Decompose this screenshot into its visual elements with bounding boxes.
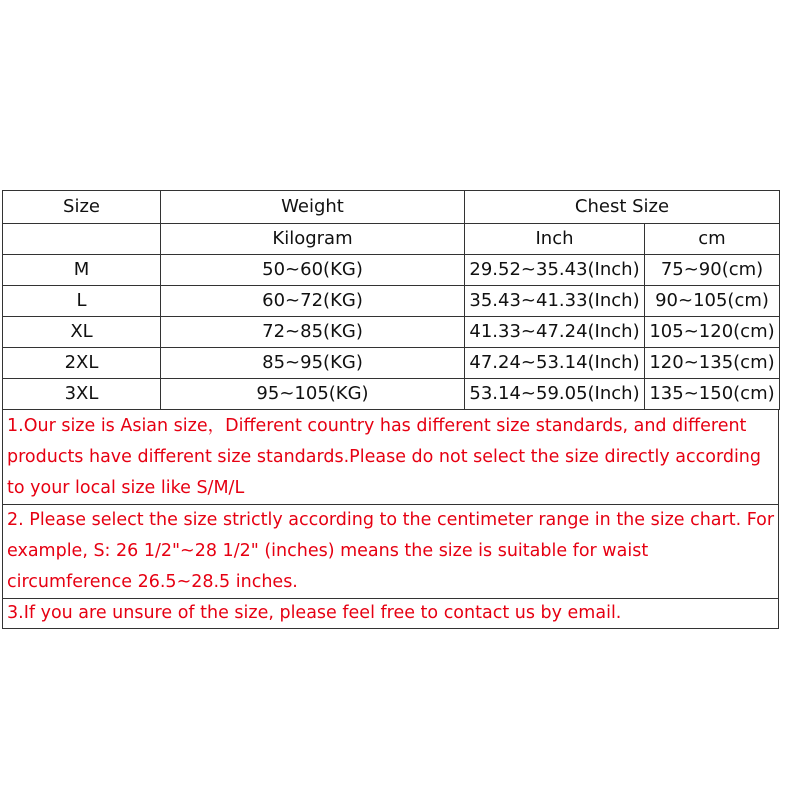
header-weight: Weight — [161, 191, 465, 224]
header-size: Size — [3, 191, 161, 224]
subheader-weight-unit: Kilogram — [161, 224, 465, 255]
note-asian-size: 1.Our size is Asian size，Different country has different size standards, and different products have different size standards.Please do not select the size directly according to your local size like S/M/L — [7, 416, 762, 498]
chest-cm-cell: 90~105(cm) — [645, 286, 780, 317]
header-chest-size: Chest Size — [465, 191, 780, 224]
chest-inch-cell: 29.52~35.43(Inch) — [465, 255, 645, 286]
subheader-cm: cm — [645, 224, 780, 255]
size-notes — [2, 410, 779, 629]
chest-inch-cell: 47.24~53.14(Inch) — [465, 348, 645, 379]
size-cell: 2XL — [3, 348, 161, 379]
size-table — [2, 190, 780, 410]
size-chart — [2, 190, 779, 629]
size-cell: L — [3, 286, 161, 317]
weight-cell: 95~105(KG) — [161, 379, 465, 410]
size-cell: M — [3, 255, 161, 286]
chest-inch-cell: 53.14~59.05(Inch) — [465, 379, 645, 410]
table-row — [3, 286, 780, 317]
weight-cell: 60~72(KG) — [161, 286, 465, 317]
note-centimeter-range: 2. Please select the size strictly according to the centimeter range in the size chart. For example, S: 26 1/2"~28 1/2" (inches) means the size is suitable for waist circumference 26.5~28.5 inches. — [3, 504, 778, 598]
chest-cm-cell: 75~90(cm) — [645, 255, 780, 286]
table-row — [3, 348, 780, 379]
subheader-inch: Inch — [465, 224, 645, 255]
table-row — [3, 255, 780, 286]
chest-inch-cell: 41.33~47.24(Inch) — [465, 317, 645, 348]
subheader-size — [3, 224, 161, 255]
chest-cm-cell: 105~120(cm) — [645, 317, 780, 348]
header-row — [3, 191, 780, 224]
weight-cell: 72~85(KG) — [161, 317, 465, 348]
chest-inch-cell: 35.43~41.33(Inch) — [465, 286, 645, 317]
chest-cm-cell: 120~135(cm) — [645, 348, 780, 379]
subheader-row — [3, 224, 780, 255]
table-row — [3, 379, 780, 410]
chest-cm-cell: 135~150(cm) — [645, 379, 780, 410]
note-contact-email: 3.If you are unsure of the size, please feel free to contact us by email. — [3, 598, 778, 628]
size-cell: 3XL — [3, 379, 161, 410]
table-row — [3, 317, 780, 348]
weight-cell: 85~95(KG) — [161, 348, 465, 379]
weight-cell: 50~60(KG) — [161, 255, 465, 286]
size-cell: XL — [3, 317, 161, 348]
